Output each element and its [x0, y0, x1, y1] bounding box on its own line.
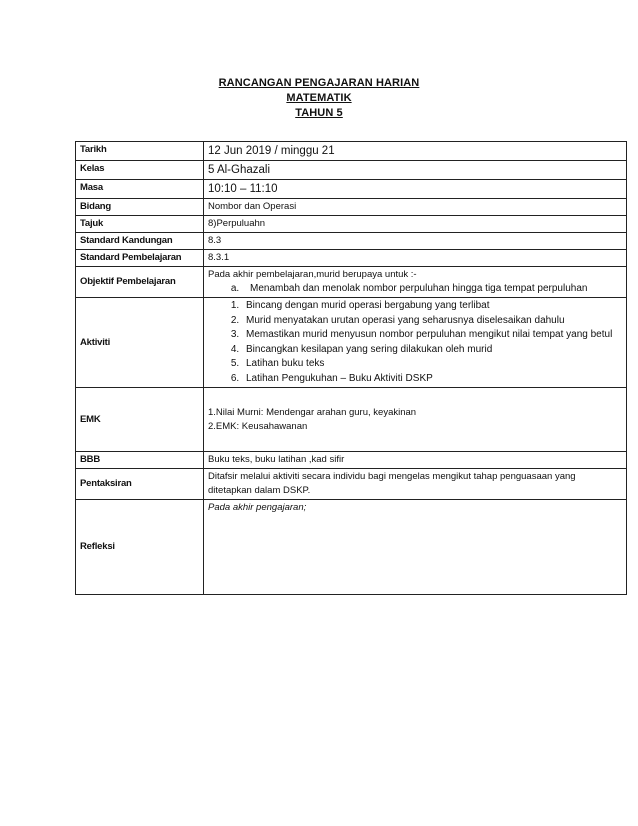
- aktiviti-item: 3. Memastikan murid menyusun nombor perpuluhan mengikut nilai tempat yang betul: [242, 328, 622, 343]
- row-standard-kandungan: [76, 233, 627, 250]
- title-line-3: TAHUN 5: [295, 107, 343, 119]
- emk-line-1: 1.Nilai Murni: Mendengar arahan guru, keyakinan: [208, 406, 417, 418]
- label-objektif: Objektif Pembelajaran: [76, 267, 204, 298]
- value-bidang: Nombor dan Operasi: [204, 199, 627, 216]
- emk-line-2: 2.EMK: Keusahawanan: [208, 420, 308, 432]
- row-masa: [76, 180, 627, 199]
- value-objektif: [204, 267, 627, 298]
- row-kelas: [76, 161, 627, 180]
- value-bbb: Buku teks, buku latihan ,kad sifir: [204, 452, 627, 469]
- value-aktiviti: [204, 298, 627, 388]
- aktiviti-item: 4. Bincangkan kesilapan yang sering dilakukan oleh murid: [242, 343, 622, 358]
- value-standard-kandungan: 8.3: [204, 233, 627, 250]
- label-kelas: Kelas: [76, 161, 204, 180]
- value-pentaksiran: Ditafsir melalui aktiviti secara individu bagi mengelas mengikut tahap penguasaan yang ditetapkan dalam DSKP.: [204, 469, 627, 500]
- row-objektif: [76, 267, 627, 298]
- row-bidang: [76, 199, 627, 216]
- value-refleksi: Pada akhir pengajaran;: [204, 500, 627, 595]
- row-standard-pembelajaran: [76, 250, 627, 267]
- row-aktiviti: [76, 298, 627, 388]
- objektif-intro: Pada akhir pembelajaran,murid berupaya untuk :-: [208, 269, 417, 280]
- label-emk: EMK: [76, 388, 204, 452]
- label-masa: Masa: [76, 180, 204, 199]
- label-standard-kandungan: Standard Kandungan: [76, 233, 204, 250]
- value-tarikh: 12 Jun 2019 / minggu 21: [204, 142, 627, 161]
- title-line-1: RANCANGAN PENGAJARAN HARIAN: [218, 77, 420, 89]
- label-tarikh: Tarikh: [76, 142, 204, 161]
- value-masa: 10:10 – 11:10: [204, 180, 627, 199]
- row-bbb: [76, 452, 627, 469]
- aktiviti-item: 5. Latihan buku teks: [242, 357, 622, 372]
- lesson-plan-table: [75, 141, 627, 595]
- objektif-item: a. Menambah dan menolak nombor perpuluhan hingga tiga tempat perpuluhan: [242, 282, 622, 296]
- label-refleksi: Refleksi: [76, 500, 204, 595]
- aktiviti-item: 6. Latihan Pengukuhan – Buku Aktiviti DSKP: [242, 372, 622, 387]
- value-standard-pembelajaran: 8.3.1: [204, 250, 627, 267]
- label-tajuk: Tajuk: [76, 216, 204, 233]
- row-emk: [76, 388, 627, 452]
- objektif-list: [208, 282, 622, 296]
- title-line-2: MATEMATIK: [286, 92, 352, 104]
- row-pentaksiran: [76, 469, 627, 500]
- row-tajuk: [76, 216, 627, 233]
- aktiviti-list: [208, 299, 622, 386]
- row-refleksi: [76, 500, 627, 595]
- label-bbb: BBB: [76, 452, 204, 469]
- value-tajuk: 8)Perpuluahn: [204, 216, 627, 233]
- value-kelas: 5 Al-Ghazali: [204, 161, 627, 180]
- label-pentaksiran: Pentaksiran: [76, 469, 204, 500]
- row-tarikh: [76, 142, 627, 161]
- label-standard-pembelajaran: Standard Pembelajaran: [76, 250, 204, 267]
- document-title: [0, 76, 638, 121]
- label-bidang: Bidang: [76, 199, 204, 216]
- aktiviti-item: 2. Murid menyatakan urutan operasi yang seharusnya diselesaikan dahulu: [242, 314, 622, 329]
- aktiviti-item: 1. Bincang dengan murid operasi bergabung yang terlibat: [242, 299, 622, 314]
- value-emk: [204, 388, 627, 452]
- label-aktiviti: Aktiviti: [76, 298, 204, 388]
